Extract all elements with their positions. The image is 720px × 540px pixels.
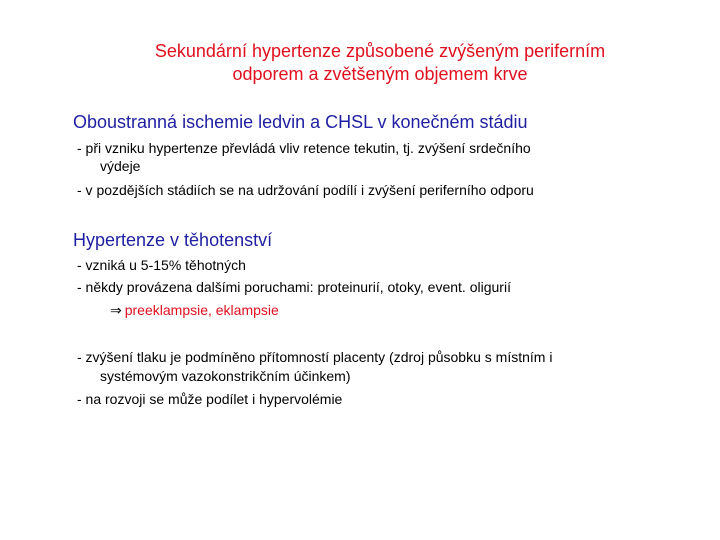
- implies-arrow-icon: ⇒: [110, 302, 122, 318]
- bullet-peripheral-resistance: - v pozdějších stádiích se na udržování podílí i zvýšení periferního odporu: [77, 182, 534, 198]
- preeclampsia-line: [110, 301, 279, 319]
- section-heading-ischemia: Oboustranná ischemie ledvin a CHSL v konečném stádiu: [73, 112, 528, 132]
- bullet-placenta-cont: systémovým vazokonstrikčním účinkem): [100, 368, 351, 384]
- section-heading-pregnancy: Hypertenze v těhotenství: [73, 230, 273, 250]
- title-line-1: Sekundární hypertenze způsobené zvýšeným periferním: [154, 41, 606, 61]
- bullet-other-disorders: - někdy provázena dalšími poruchami: proteinurií, otoky, event. oligurií: [77, 279, 511, 295]
- bullet-incidence: - vzniká u 5-15% těhotných: [77, 257, 246, 273]
- bullet-fluid-retention-cont: výdeje: [100, 158, 141, 174]
- bullet-placenta: - zvýšení tlaku je podmíněno přítomností placenty (zdroj působku s místním i: [77, 349, 553, 365]
- title-line-2: odporem a zvětšeným objemem krve: [232, 64, 528, 84]
- bullet-hypervolemia: - na rozvoji se může podílet i hypervolémie: [77, 391, 343, 407]
- bullet-fluid-retention: - při vzniku hypertenze převládá vliv retence tekutin, tj. zvýšení srdečního: [77, 140, 531, 156]
- preeclampsia-text: preeklampsie, eklampsie: [124, 302, 279, 318]
- slide-title: [60, 40, 700, 86]
